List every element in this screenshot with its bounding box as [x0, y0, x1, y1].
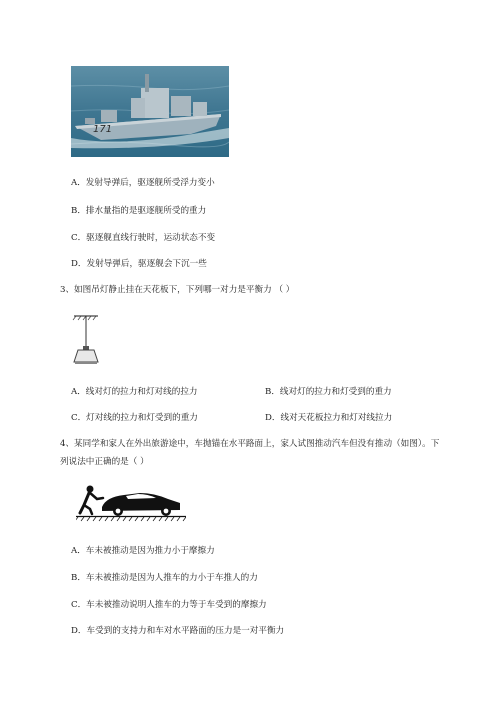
q4-stem-line2: 列说法中正确的是（ ） — [60, 457, 149, 467]
q3-option-b[interactable]: B．线对灯的拉力和灯受到的重力 — [265, 387, 392, 397]
car-illustration — [76, 483, 186, 523]
q4-stem-line1: 4、某同学和家人在外出旅游途中，车抛锚在水平路面上，家人试图推动汽车但没有推动（如图）。下 — [60, 439, 440, 449]
q2-option-a[interactable]: A．发射导弹后，驱逐舰所受浮力变小 — [71, 178, 215, 188]
q4-option-c[interactable]: C．车未被推动说明人推车的力等于车受到的摩擦力 — [71, 600, 267, 610]
hanging-lamp-diagram — [66, 312, 106, 370]
q4-option-d[interactable]: D．车受到的支持力和车对水平路面的压力是一对平衡力 — [71, 626, 285, 636]
hull-number: 171 — [93, 124, 113, 135]
lamp-illustration — [66, 312, 106, 370]
q3-option-c[interactable]: C．灯对线的拉力和灯受到的重力 — [71, 413, 198, 423]
q4-option-a[interactable]: A．车未被推动是因为推力小于摩擦力 — [71, 546, 215, 556]
q4-option-b[interactable]: B．车未被推动是因为人推车的力小于车推人的力 — [71, 573, 258, 583]
q2-option-c[interactable]: C．驱逐舰直线行驶时，运动状态不变 — [71, 233, 216, 243]
q2-option-b[interactable]: B．排水量指的是驱逐舰所受的重力 — [71, 206, 207, 216]
person-pushing-car-diagram — [76, 483, 186, 523]
q3-stem: 3、如图吊灯静止挂在天花板下，下列哪一对力是平衡力 （ ） — [60, 285, 295, 295]
q3-option-a[interactable]: A．线对灯的拉力和灯对线的拉力 — [71, 387, 198, 397]
ship-illustration — [71, 66, 229, 157]
q2-option-d[interactable]: D．发射导弹后，驱逐舰会下沉一些 — [71, 259, 207, 269]
q3-option-d[interactable]: D．线对天花板拉力和灯对线拉力 — [265, 413, 393, 423]
destroyer-ship-image — [71, 66, 229, 157]
